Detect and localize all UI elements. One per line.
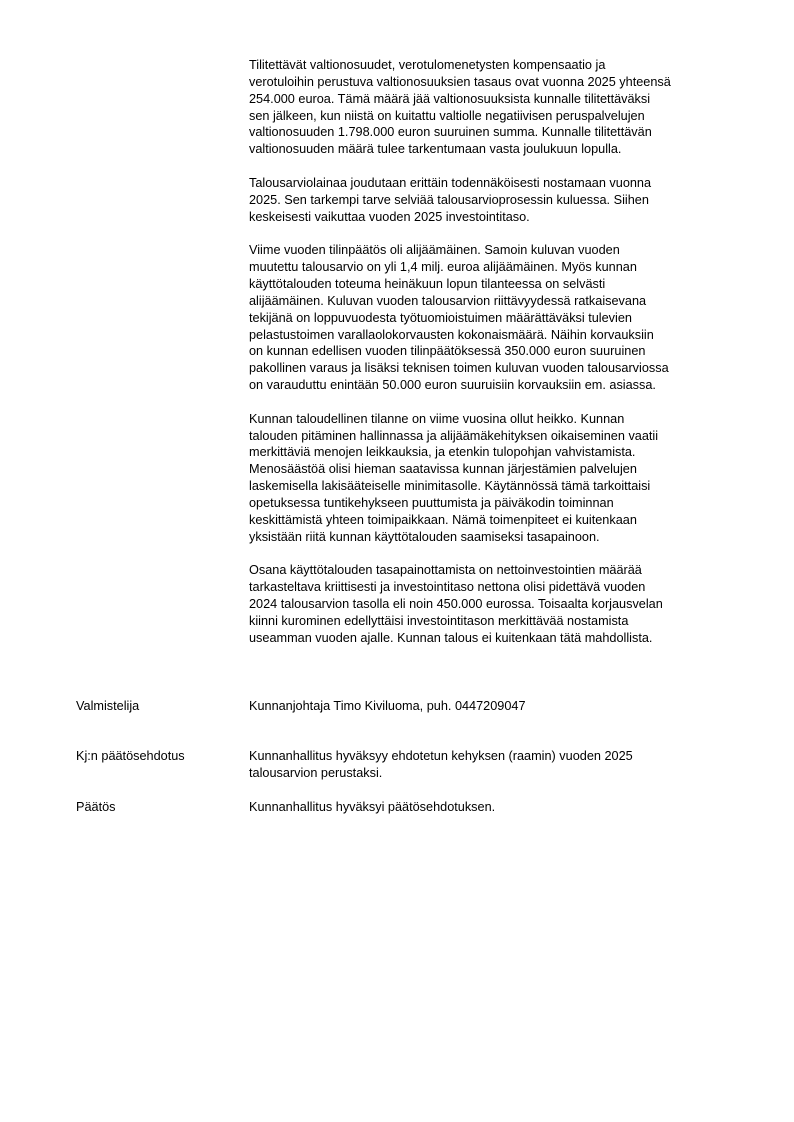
- text-line: laskemisella lakisääteiselle minimitasolle. Käytännössä tämä tarkoittaisi: [249, 479, 651, 494]
- preparer-value: [249, 698, 749, 715]
- decision-value: [249, 799, 749, 816]
- document-body: [249, 57, 744, 663]
- decision-label: Päätös: [76, 800, 116, 814]
- text-line: Menosäästöä olisi hieman saatavissa kunnan järjestämien palvelujen: [249, 462, 637, 477]
- text-line: merkittäviä menojen leikkauksia, ja etenkin tulopohjan vahvistamista.: [249, 445, 636, 460]
- preparer-name: Kunnanjohtaja Timo Kiviluoma, puh. 0447209047: [249, 699, 526, 713]
- text-line: useamman vuoden ajalle. Kunnan talous ei kuitenkaan tätä mahdollista.: [249, 630, 653, 645]
- text-line: 2024 talousarvion tasolla eli noin 450.000 eurossa. Toisaalta korjausvelan: [249, 597, 663, 611]
- paragraph-financial-situation: [249, 411, 744, 546]
- text-line: tarkasteltava kriittisesti ja investointitaso nettona olisi pidettävä vuoden: [249, 580, 646, 595]
- text-line: Kunnan taloudellinen tilanne on viime vuosina ollut heikko. Kunnan: [249, 411, 625, 426]
- text-line: alijäämäinen. Kuluvan vuoden talousarvion riittävyydessä ratkaisevana: [249, 293, 647, 308]
- text-line: keskittämistä yhteen toimipaikkaan. Nämä toimenpiteet ei kuitenkaan: [249, 512, 637, 527]
- text-line: opetuksessa tuntikehykseen puuttumista ja päiväkodin toiminnan: [249, 495, 614, 510]
- text-line: 254.000 euroa. Tämä määrä jää valtionosuuksista kunnalle tilitettäväksi: [249, 91, 651, 106]
- decision-text: Kunnanhallitus hyväksyi päätösehdotuksen.: [249, 800, 496, 814]
- text-line: tekijänä on loppuvuodesta työtuomioistuimen määrättäväksi tulevien: [249, 310, 632, 325]
- proposal-label: Kj:n päätösehdotus: [76, 749, 185, 763]
- text-line: muutettu talousarvio on yli 1,4 milj. euroa alijäämäinen. Myös kunnan: [249, 260, 637, 275]
- text-line: on varauduttu enintään 50.000 euron suuruisiin korvauksiin em. asiassa.: [249, 378, 656, 393]
- preparer-label: Valmistelija: [76, 699, 140, 713]
- text-line: 2025. Sen tarkempi tarve selviää talousarvioprosessin kuluessa. Siihen: [249, 192, 649, 207]
- text-line: Viime vuoden tilinpäätös oli alijäämäinen. Samoin kuluvan vuoden: [249, 243, 620, 258]
- paragraph-budget-loan: [249, 175, 744, 226]
- text-line: valtionosuuden 1.798.000 euron suuruinen summa. Kunnalle tilitettävän: [249, 125, 652, 140]
- paragraph-investments: [249, 562, 744, 646]
- text-line: valtionosuuden määrä tulee tarkentumaan vasta joulukuun lopulla.: [249, 142, 622, 157]
- text-line: pelastustoimen varallaolokorvausten kokonaismäärä. Näihin korvauksiin: [249, 327, 654, 342]
- text-line: Tilitettävät valtionosuudet, verotulomenetysten kompensaatio ja: [249, 58, 606, 72]
- text-line: sen jälkeen, kun niistä on kuitattu valtiolle negatiivisen peruspalvelujen: [249, 108, 645, 123]
- text-line: Osana käyttötalouden tasapainottamista on nettoinvestointien määrää: [249, 563, 642, 578]
- text-line: verotuloihin perustuva valtionosuuksien tasaus ovat vuonna 2025 yhteensä: [249, 74, 671, 89]
- text-line: pakollinen varaus ja lisäksi teknisen toimen kuluvan vuoden talousarviossa: [249, 361, 669, 376]
- proposal-value: [249, 748, 749, 782]
- text-line: talouden pitäminen hallinnassa ja alijäämäkehityksen oikaiseminen vaatii: [249, 428, 659, 443]
- proposal-line: Kunnanhallitus hyväksyy ehdotetun kehyksen (raamin) vuoden 2025: [249, 749, 633, 763]
- text-line: käyttötalouden toteuma heinäkuun lopun tilanteessa on selvästi: [249, 276, 606, 291]
- text-line: Talousarviolainaa joudutaan erittäin todennäköisesti nostamaan vuonna: [249, 175, 652, 190]
- paragraph-state-subsidies: [249, 57, 744, 158]
- text-line: kiinni kurominen edellyttäisi investointitason merkittävää nostamista: [249, 613, 629, 628]
- paragraph-deficit: [249, 242, 744, 394]
- proposal-line: talousarvion perustaksi.: [249, 765, 383, 780]
- text-line: on kunnan edellisen vuoden tilinpäätöksessä 350.000 euron suuruinen: [249, 344, 646, 359]
- text-line: yksistään riitä kunnan käyttötalouden saamiseksi tasapainoon.: [249, 529, 600, 544]
- text-line: keskeisesti vaikuttaa vuoden 2025 investointitaso.: [249, 209, 530, 224]
